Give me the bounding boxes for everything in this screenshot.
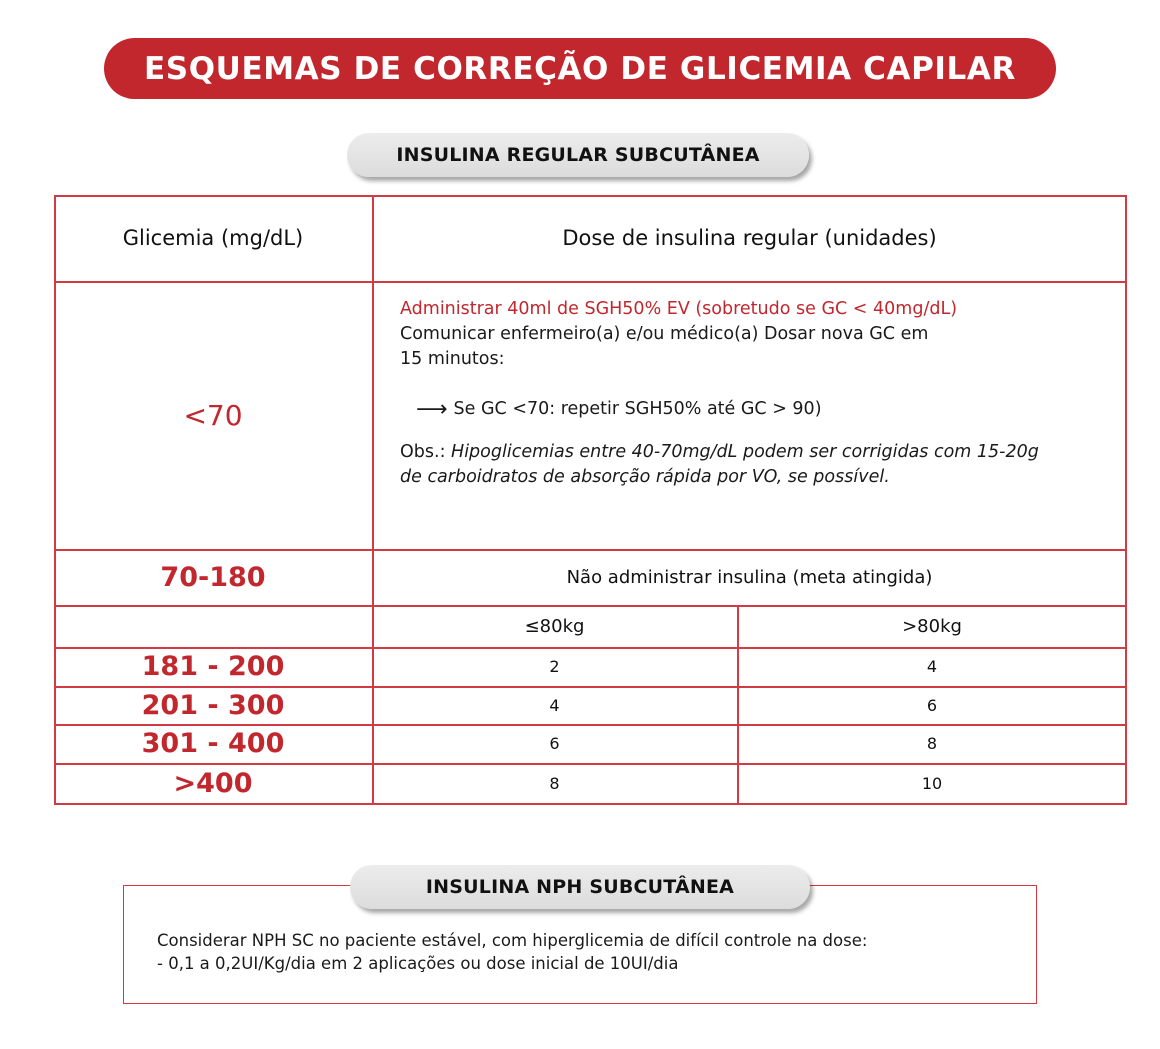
dose-row-range: 201 - 300	[141, 689, 285, 721]
table-border-bottom	[54, 803, 1127, 805]
page-title: ESQUEMAS DE CORREÇÃO DE GLICEMIA CAPILAR	[144, 50, 1016, 87]
hypo-primary-instruction: Administrar 40ml de SGH50% EV (sobretudo se GC < 40mg/dL)	[400, 299, 958, 319]
correction-table	[54, 195, 1127, 804]
nph-instructions	[157, 929, 1027, 975]
section-label-nph	[350, 865, 810, 909]
dose-row-gt80: 4	[926, 657, 938, 676]
range-target: 70-180	[160, 561, 266, 593]
hypo-observation	[400, 440, 1060, 490]
dose-row-range: 181 - 200	[141, 651, 285, 682]
dose-row-le80: 6	[549, 734, 560, 753]
hypo-repeat-text: Se GC <70: repetir SGH50% até GC > 90)	[453, 399, 822, 419]
section-label-regular	[347, 133, 809, 177]
hypo-instruction-line: Comunicar enfermeiro(a) e/ou médico(a) Dosar nova GC em	[400, 324, 929, 344]
nph-line: Considerar NPH SC no paciente estável, com hiperglicemia de difícil controle na dose:	[157, 931, 868, 950]
hypo-instruction-line: 15 minutos:	[400, 349, 505, 369]
dose-row-range: 301 - 400	[141, 728, 285, 759]
dose-row-gt80: 8	[926, 734, 938, 753]
dose-row-range: >400	[173, 767, 253, 799]
obs-label: Obs.:	[400, 442, 452, 462]
section-label-nph-text: INSULINA NPH SUBCUTÂNEA	[425, 876, 735, 898]
dose-row-le80: 2	[549, 657, 560, 676]
dose-row-gt80: 6	[926, 695, 938, 715]
dose-row-gt80: 10	[921, 773, 943, 793]
weight-header-gt80: >80kg	[902, 615, 962, 637]
hypo-repeat-rule	[400, 397, 1100, 422]
hypo-instructions	[400, 297, 1100, 490]
nph-line: - 0,1 a 0,2UI/Kg/dia em 2 aplicações ou dose inicial de 10UI/dia	[157, 954, 679, 973]
arrow-right-icon: ⟶	[416, 397, 448, 422]
target-instruction: Não administrar insulina (meta atingida)	[566, 566, 933, 588]
header-glicemia: Glicemia (mg/dL)	[122, 226, 304, 250]
weight-header-le80: ≤80kg	[524, 615, 585, 637]
range-hypo: <70	[183, 398, 243, 432]
dose-row-le80: 8	[549, 773, 560, 793]
header-dose: Dose de insulina regular (unidades)	[562, 226, 937, 250]
dose-row-le80: 4	[549, 695, 560, 715]
section-label-regular-text: INSULINA REGULAR SUBCUTÂNEA	[396, 144, 760, 166]
main-title-banner	[104, 38, 1056, 99]
obs-text: Hipoglicemias entre 40-70mg/dL podem ser corrigidas com 15-20g de carboidratos de absorção rápida por VO, se possível.	[400, 442, 1039, 487]
